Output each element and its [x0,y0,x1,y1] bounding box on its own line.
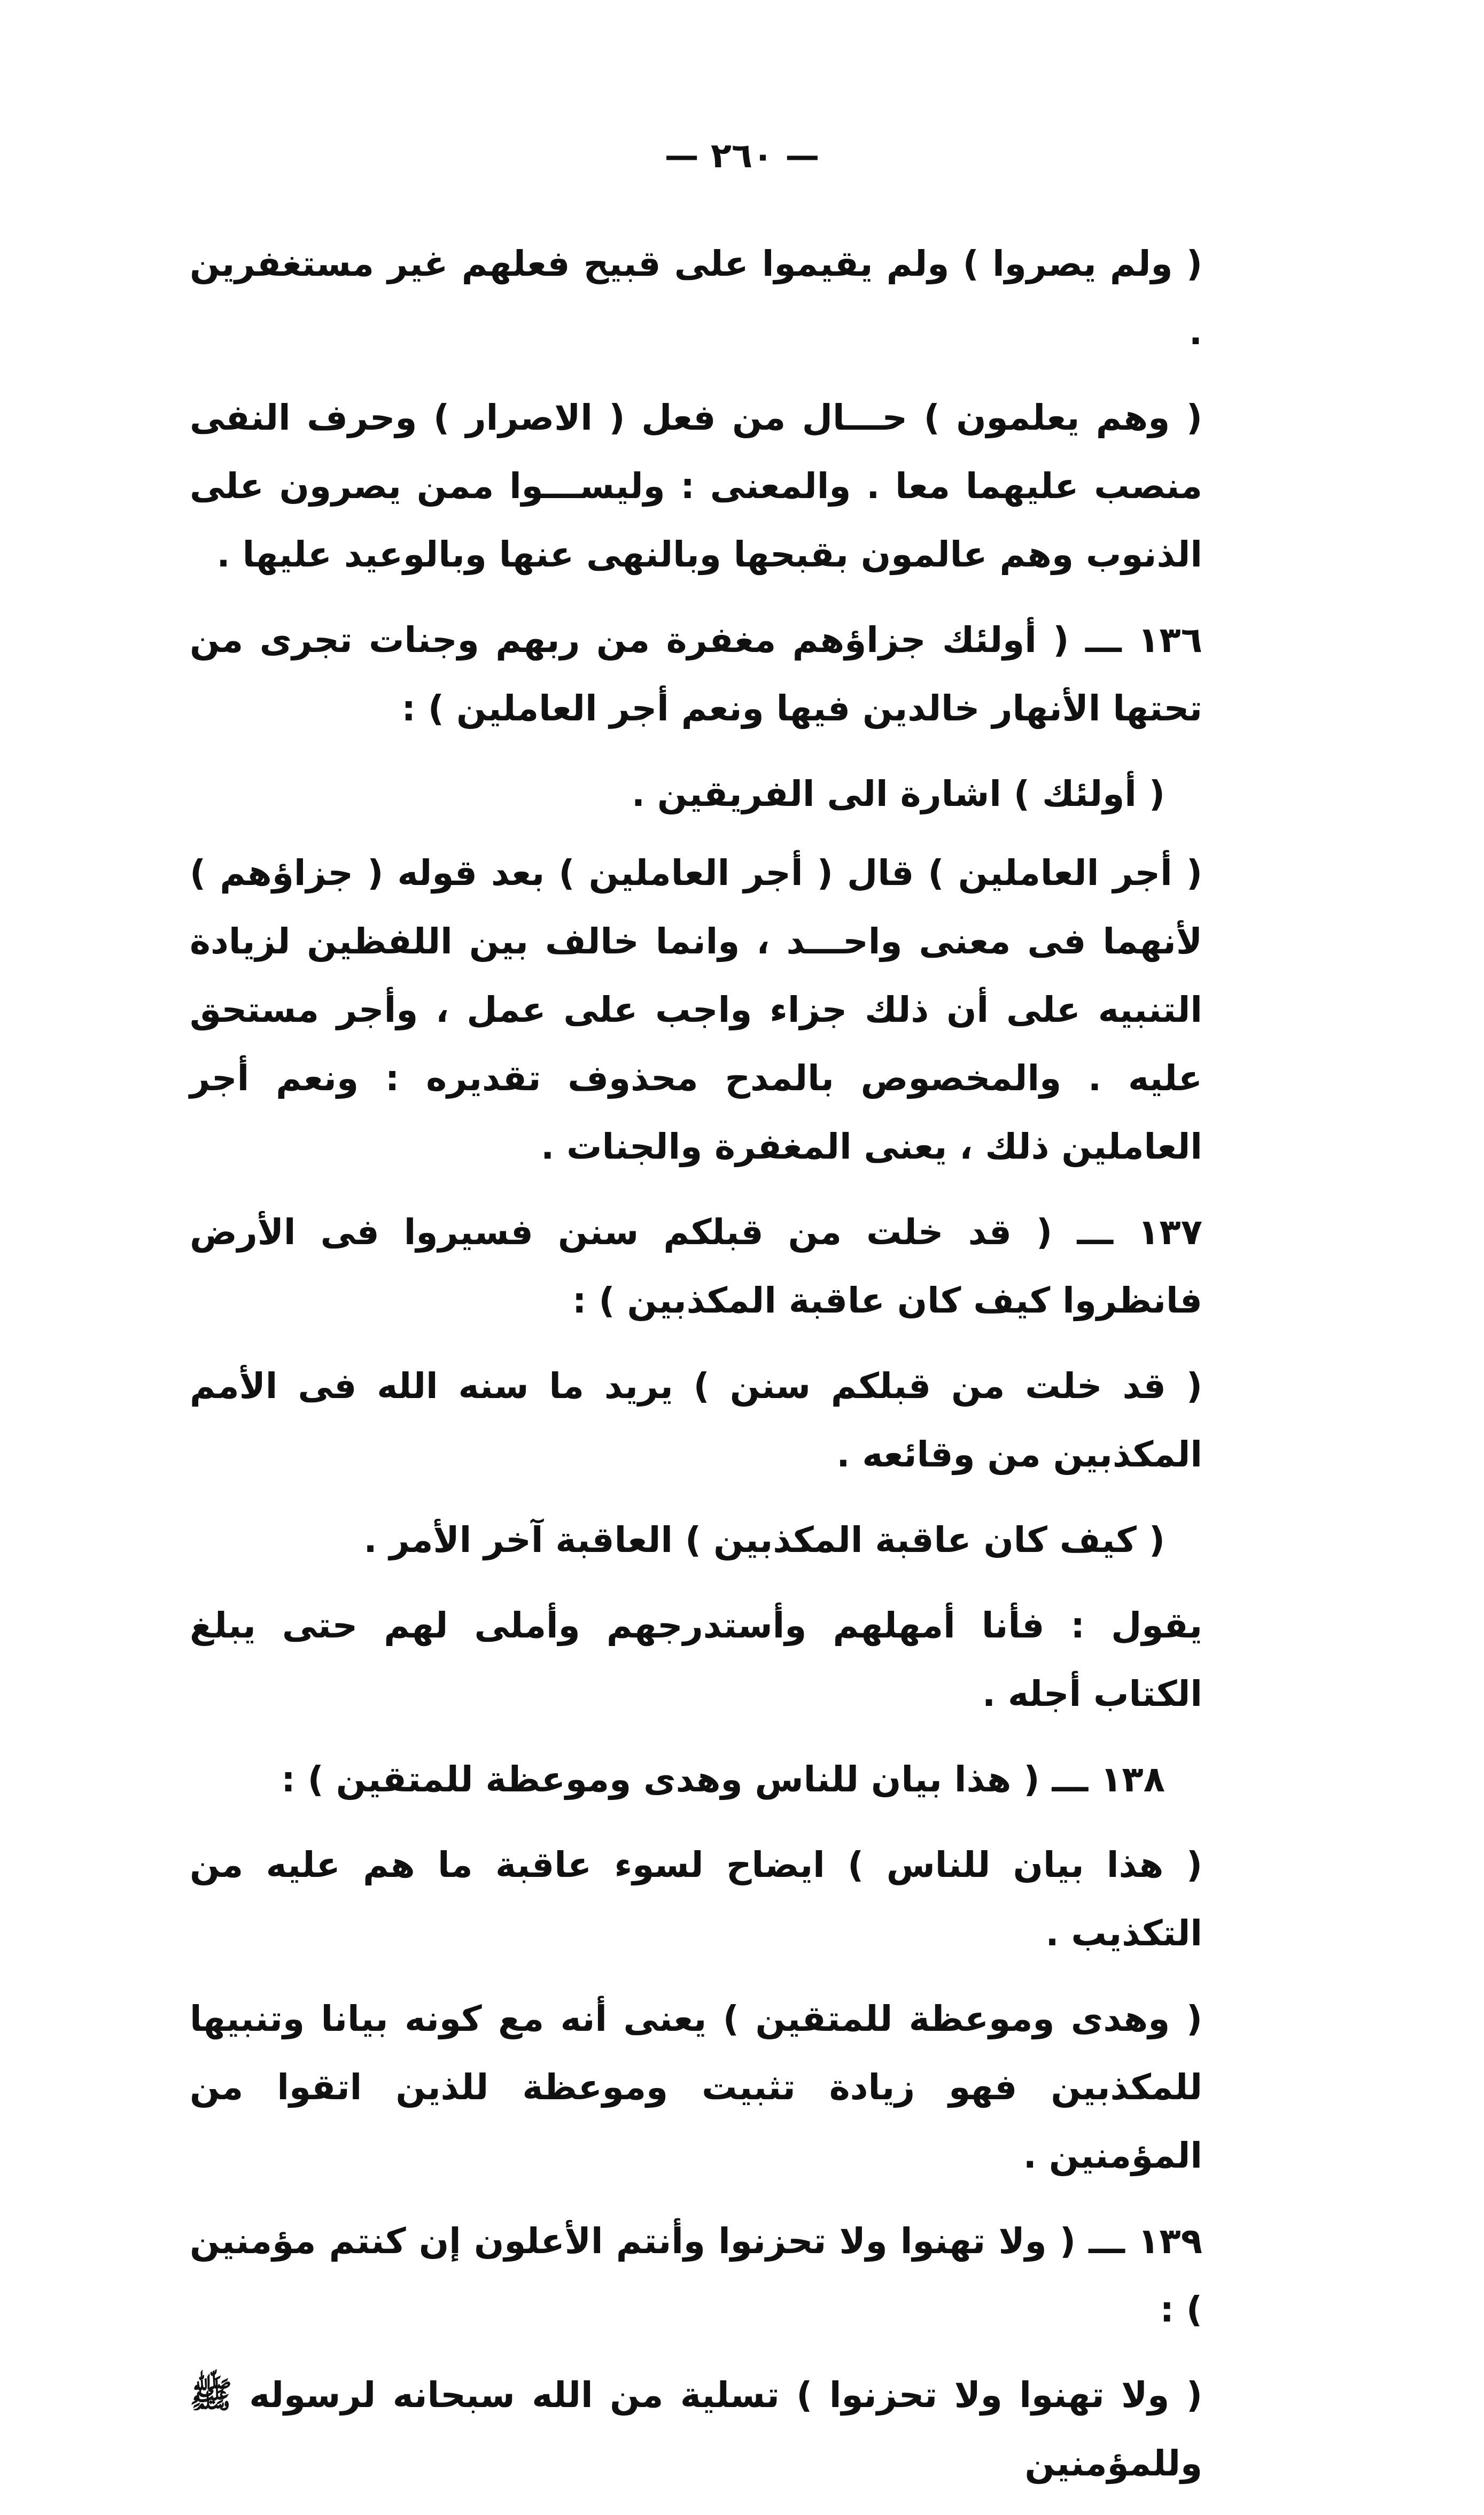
paragraph: يقول : فأنا أمهلهم وأستدرجهم وأملى لهم حتى يبلغ الكتاب أجله . [190,1605,1202,1714]
paragraph: ( كيف كان عاقبة المكذبين ) العاقبة آخر الأمر . [363,1519,1165,1561]
verse-paragraph: ١٣٦ ـــ ( أولئك جزاؤهم مغفرة من ربهم وجنات تجرى من تحتها الأنهار خالدين فيها ونعم أجر العاملين ) : [190,619,1202,729]
paragraph: ( قد خلت من قبلكم سنن ) يريد ما سنه الله فى الأمم المكذبين من وقائعه . [190,1365,1202,1475]
paragraph: ( ولا تهنوا ولا تحزنوا ) تسلية من الله سبحانه لرسوله ﷺ وللمؤمنين [190,2374,1202,2484]
paragraph: ( أجر العاملين ) قال ( أجر العاملين ) بعد قوله ( جزاؤهم ) لأنهما فى معنى واحـــد ، وانما خالف بين اللفظين لزيادة التنبيه على أن ذلك جزاء واجب على عمل ، وأجر مستحق عليه . والمخصوص بالمدح محذوف تقديره : ونعم أجر العاملين ذلك ، يعنى المغفرة والجنات . [190,852,1202,1167]
verse-paragraph: ١٣٧ ـــ ( قد خلت من قبلكم سنن فسيروا فى الأرض فانظروا كيف كان عاقبة المكذبين ) : [190,1212,1202,1321]
paragraph: ( أولئك ) اشارة الى الفريقين . [631,773,1165,814]
page-body [190,230,1202,2515]
paragraph: ( وهدى وموعظة للمتقين ) يعنى أنه مع كونه بيانا وتنبيها للمكذبين فهو زيادة تثبيت وموعظة للذين اتقوا من المؤمنين . [190,1998,1202,2176]
paragraph: ( هذا بيان للناس ) ايضاح لسوء عاقبة ما هم عليه من التكذيب . [190,1844,1202,1954]
page-number: — ٢٦٠ — [664,136,820,176]
paragraph: ( وهم يعلمون ) حـــال من فعل ( الاصرار ) وحرف النفى منصب عليهما معا . والمعنى : وليســـوا ممن يصرون على الذنوب وهم عالمون بقبحها وبالنهى عنها وبالوعيد عليها . [190,397,1202,575]
verse-paragraph: ١٣٨ ـــ ( هذا بيان للناس وهدى وموعظة للمتقين ) : [281,1759,1165,1800]
paragraph: ( ولم يصروا ) ولم يقيموا على قبيح فعلهم غير مستغفرين . [190,243,1202,353]
verse-paragraph: ١٣٩ ـــ ( ولا تهنوا ولا تحزنوا وأنتم الأعلون إن كنتم مؤمنين ) : [190,2221,1202,2330]
